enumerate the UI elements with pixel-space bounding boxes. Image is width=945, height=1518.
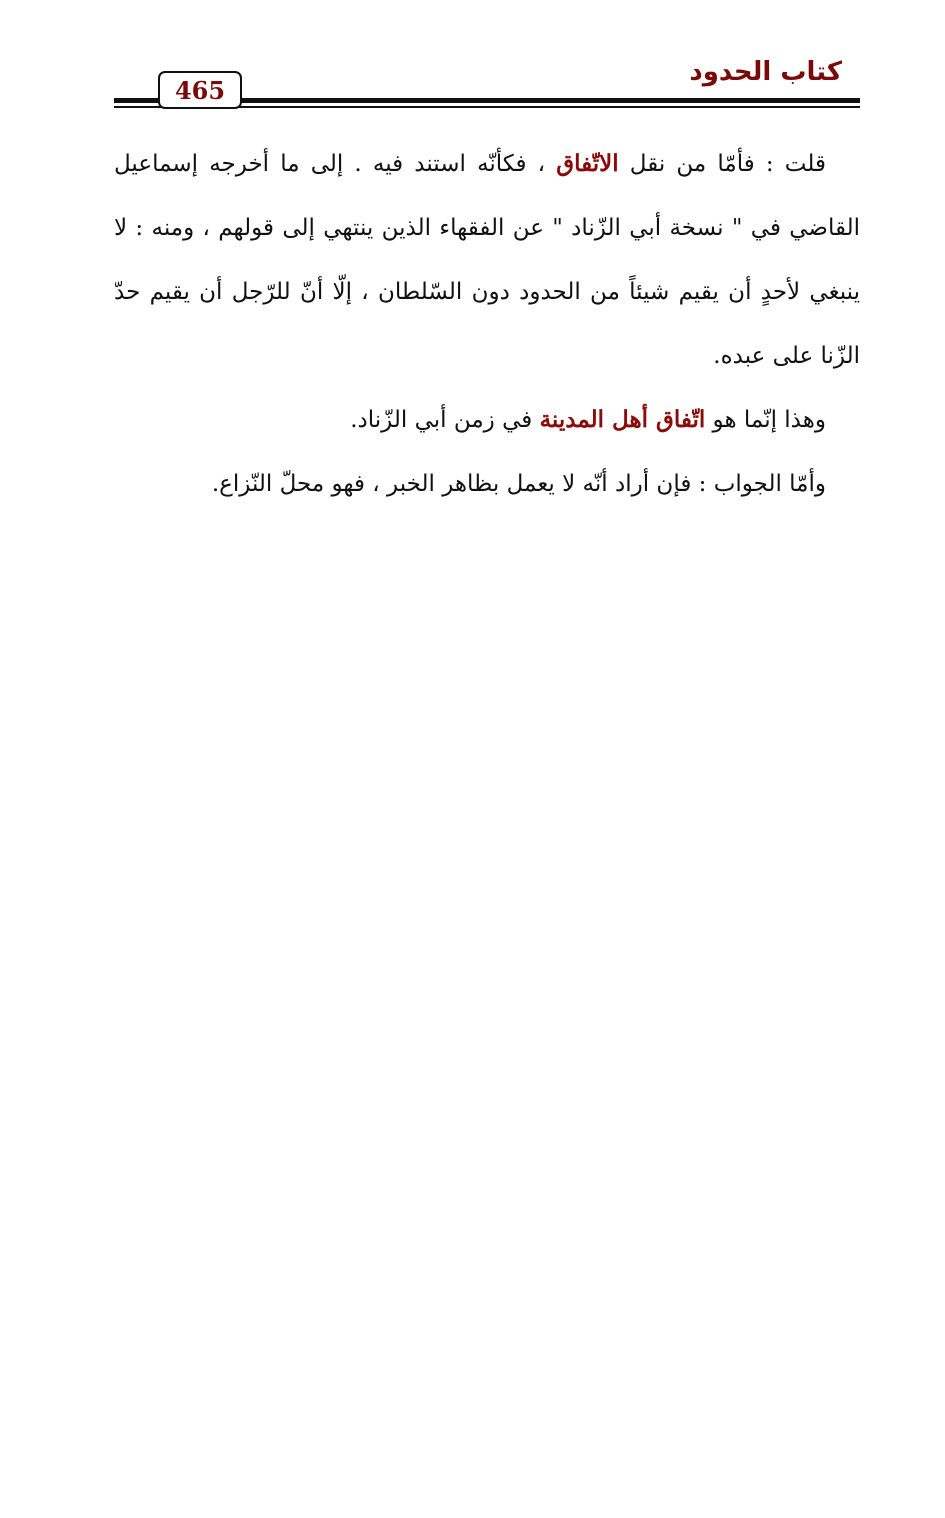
paragraph-2-text-b: في زمن أبي الزّناد.	[350, 407, 540, 433]
paragraph-1-text-b: ، فكأنّه استند فيه . إلى ما أخرجه إسماعيل القاضي في " نسخة أبي الزّناد " عن الفقهاء الذين ينتهي إلى قولهم ، ومنه : لا ينبغي لأحدٍ أن يقيم شيئاً من الحدود دون السّلطان ، إلّا أنّ للرّجل أن يقيم حدّ الزّنا على عبده.	[114, 151, 860, 369]
paragraph-2-highlight: اتّفاق أهل المدينة	[539, 406, 706, 433]
book-title: كتاب الحدود	[689, 57, 842, 87]
paragraph-2-text-a: وهذا إنّما هو	[705, 407, 826, 433]
paragraph-3: وأمّا الجواب : فإن أراد أنّه لا يعمل بظاهر الخبر ، فهو محلّ النّزاع.	[211, 471, 826, 497]
body-text	[114, 132, 860, 516]
paragraph-2	[114, 388, 860, 452]
paragraph-1	[114, 132, 860, 388]
paragraph-1-text-a: قلت : فأمّا من نقل	[618, 151, 826, 177]
page-header	[114, 50, 860, 110]
paragraph-1-highlight: الاتّفاق	[556, 150, 619, 177]
page-number: 465	[158, 71, 242, 109]
